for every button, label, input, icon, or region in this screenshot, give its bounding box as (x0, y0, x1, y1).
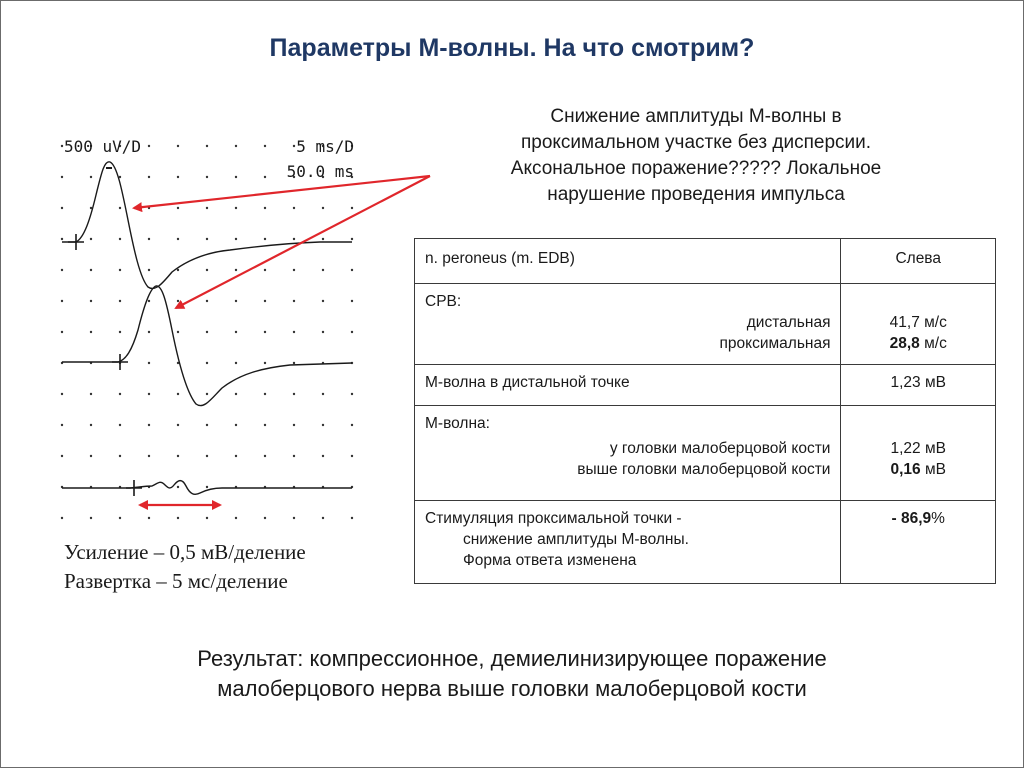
grid-dot (177, 238, 179, 240)
table-cell (415, 284, 841, 365)
grid-dot (177, 424, 179, 426)
annotation-line: Снижение амплитуды М-волны в (550, 106, 842, 127)
grid-dot (322, 238, 324, 240)
result-line2: малоберцового нерва выше головки малоберцовой кости (217, 676, 807, 701)
grid-dot (61, 517, 63, 519)
srv-cell (415, 284, 840, 360)
grid-dot (177, 300, 179, 302)
spacer (851, 291, 985, 312)
grid-dot (206, 300, 208, 302)
grid-dot (206, 331, 208, 333)
mwave-above-value (851, 459, 985, 480)
srv-proximal-value-unit: м/с (919, 335, 947, 352)
grid-dot (90, 269, 92, 271)
grid-dot (264, 455, 266, 457)
grid-dot (235, 424, 237, 426)
stimulation-value-unit: % (931, 510, 945, 527)
grid-dot (177, 517, 179, 519)
grid-dot (235, 238, 237, 240)
grid-dot (61, 331, 63, 333)
grid-dot (90, 393, 92, 395)
grid-dot (206, 207, 208, 209)
grid-dot (293, 331, 295, 333)
grid-dot (90, 238, 92, 240)
grid-dot (235, 176, 237, 178)
grid-dot (61, 393, 63, 395)
annotation-line: Аксональное поражение????? Локальное (510, 158, 882, 179)
grid-dot (119, 207, 121, 209)
grid-dot (322, 207, 324, 209)
grid-dot (148, 517, 150, 519)
stimulation-value (841, 501, 995, 535)
grid-dot (264, 300, 266, 302)
grid-dot (206, 362, 208, 364)
mwave-label: М-волна: (425, 415, 490, 432)
grid-dot (148, 176, 150, 178)
stimulation-value-num: - 86,9 (891, 510, 932, 527)
grid-dot (235, 331, 237, 333)
srv-distal-value: 41,7 м/с (889, 314, 947, 331)
mwave-above-value-unit: мВ (920, 461, 946, 478)
table-cell (415, 501, 841, 584)
stimulus-marker (126, 480, 142, 496)
grid-dot (119, 238, 121, 240)
grid-dot (148, 393, 150, 395)
grid-dot (177, 455, 179, 457)
grid-dot (235, 269, 237, 271)
grid-dot (293, 145, 295, 147)
grid-dot (235, 517, 237, 519)
spacer (851, 413, 985, 434)
grid-dot (264, 362, 266, 364)
stimulation-line3: Форма ответа изменена (463, 552, 637, 569)
grid-dot (322, 331, 324, 333)
grid-dot (148, 238, 150, 240)
grid-dot (119, 300, 121, 302)
grid-dot (61, 207, 63, 209)
grid-dot (264, 424, 266, 426)
mwave-head-value: 1,22 мВ (890, 440, 946, 457)
grid-dot (206, 455, 208, 457)
grid-dot (206, 486, 208, 488)
grid-dot (351, 517, 353, 519)
mwave-values (841, 406, 995, 486)
grid-dot (293, 424, 295, 426)
results-table (414, 238, 996, 584)
mwave-cell (415, 406, 840, 486)
grid-dot (177, 269, 179, 271)
grid-dot (351, 300, 353, 302)
grid-dot (148, 300, 150, 302)
grid-dot (119, 269, 121, 271)
grid-dot (293, 455, 295, 457)
grid-dot (351, 238, 353, 240)
grid-dot (206, 424, 208, 426)
srv-label: СРВ: (425, 293, 462, 310)
grid-dot (90, 331, 92, 333)
grid-dot (148, 455, 150, 457)
grid-dot (177, 176, 179, 178)
grid-dot (206, 238, 208, 240)
mwave-head-label: у головки малоберцовой кости (609, 440, 831, 457)
grid-dot (61, 424, 63, 426)
grid-dot (264, 145, 266, 147)
table-header-row (415, 239, 996, 284)
grid-dot (90, 517, 92, 519)
grid-dot (293, 393, 295, 395)
grid-dot (90, 424, 92, 426)
grid-dot (264, 207, 266, 209)
grid-dot (235, 300, 237, 302)
grid-dot (90, 176, 92, 178)
srv-proximal-label: проксимальная (719, 335, 831, 352)
stimulation-line1: Стимуляция проксимальной точки - (425, 510, 682, 527)
grid-dot (177, 207, 179, 209)
grid-dot (293, 517, 295, 519)
grid-dot (293, 238, 295, 240)
grid-dot (264, 238, 266, 240)
grid-dot (235, 207, 237, 209)
result-text (0, 644, 1024, 704)
grid-dot (264, 176, 266, 178)
grid-dot (293, 300, 295, 302)
stimulation-line2: снижение амплитуды М-волны. (463, 531, 689, 548)
grid-dot (293, 207, 295, 209)
table-cell (841, 239, 996, 284)
grid-dot (264, 393, 266, 395)
grid-dot (351, 207, 353, 209)
srv-proximal-value-num: 28,8 (889, 335, 920, 352)
grid-dot (206, 176, 208, 178)
grid-dot (322, 393, 324, 395)
grid-dot (148, 269, 150, 271)
mwave-distal-value: 1,23 мВ (890, 374, 946, 391)
grid-dot (235, 455, 237, 457)
stimulation-cell (415, 501, 840, 577)
grid-dot (119, 393, 121, 395)
annotation-arrow-distal (134, 176, 430, 208)
grid-dot (177, 486, 179, 488)
grid-dot (119, 424, 121, 426)
gain-sweep-legend (64, 538, 306, 596)
grid-dot (61, 176, 63, 178)
emg-trace-proximal (62, 286, 352, 406)
grid-dot (206, 517, 208, 519)
srv-distal-label: дистальная (746, 314, 831, 331)
annotation-line: проксимальном участке без дисперсии. (520, 132, 872, 153)
grid-dot (235, 393, 237, 395)
grid-dot (235, 362, 237, 364)
annotation-arrow-proximal (176, 176, 430, 308)
table-cell (841, 501, 996, 584)
table-row (415, 365, 996, 406)
grid-dot (61, 145, 63, 147)
srv-values (841, 284, 995, 360)
grid-dot (148, 424, 150, 426)
grid-dot (90, 455, 92, 457)
grid-dot (177, 393, 179, 395)
grid-dot (177, 145, 179, 147)
grid-dot (177, 331, 179, 333)
grid-dot (322, 424, 324, 426)
table-cell (841, 284, 996, 365)
grid-dot (322, 300, 324, 302)
gain-text: Усиление – 0,5 мВ/деление (64, 540, 306, 564)
grid-dot (264, 517, 266, 519)
grid-dot (148, 362, 150, 364)
table-row (415, 284, 996, 365)
sweep-readout: 5 ms/D (296, 137, 354, 156)
grid-dot (293, 362, 295, 364)
grid-dot (206, 145, 208, 147)
sweep-text: Развертка – 5 мс/деление (64, 569, 288, 593)
grid-dot (293, 269, 295, 271)
srv-proximal-value (851, 333, 985, 354)
grid-dot (351, 455, 353, 457)
sensitivity-readout: 500 uV/D (64, 137, 142, 156)
grid-dot (322, 455, 324, 457)
nerve-header: n. peroneus (m. EDB) (425, 250, 575, 267)
grid-dot (148, 145, 150, 147)
slide-title: Параметры М-волны. На что смотрим? (269, 34, 755, 62)
side-header: Слева (895, 250, 941, 267)
mwave-above-value-num: 0,16 (890, 461, 921, 478)
grid-dot (61, 300, 63, 302)
table-cell (415, 239, 841, 284)
grid-dot (206, 269, 208, 271)
grid-dot (264, 331, 266, 333)
grid-dot (351, 331, 353, 333)
table-row (415, 501, 996, 584)
grid-dot (148, 331, 150, 333)
table-cell (841, 406, 996, 501)
grid-dot (61, 455, 63, 457)
table-cell (415, 365, 841, 406)
grid-dot (351, 269, 353, 271)
grid-dot (119, 455, 121, 457)
table-cell (841, 365, 996, 406)
grid-dot (322, 269, 324, 271)
grid-dot (264, 269, 266, 271)
duration-readout: 50.0 ms (286, 162, 354, 181)
grid-dot (119, 331, 121, 333)
grid-dot (61, 238, 63, 240)
grid-dot (206, 393, 208, 395)
annotation-line: нарушение проведения импульса (547, 184, 845, 205)
table-cell (415, 406, 841, 501)
grid-dot (90, 300, 92, 302)
grid-dot (235, 145, 237, 147)
result-line1: Результат: компрессионное, демиелинизирующее поражение (197, 646, 827, 671)
mwave-above-label: выше головки малоберцовой кости (577, 461, 831, 478)
mwave-distal-label: М-волна в дистальной точке (425, 374, 630, 391)
grid-dot (351, 424, 353, 426)
grid-dot (322, 517, 324, 519)
grid-dot (119, 517, 121, 519)
grid-dot (61, 269, 63, 271)
table-row (415, 406, 996, 501)
grid-dot (351, 393, 353, 395)
